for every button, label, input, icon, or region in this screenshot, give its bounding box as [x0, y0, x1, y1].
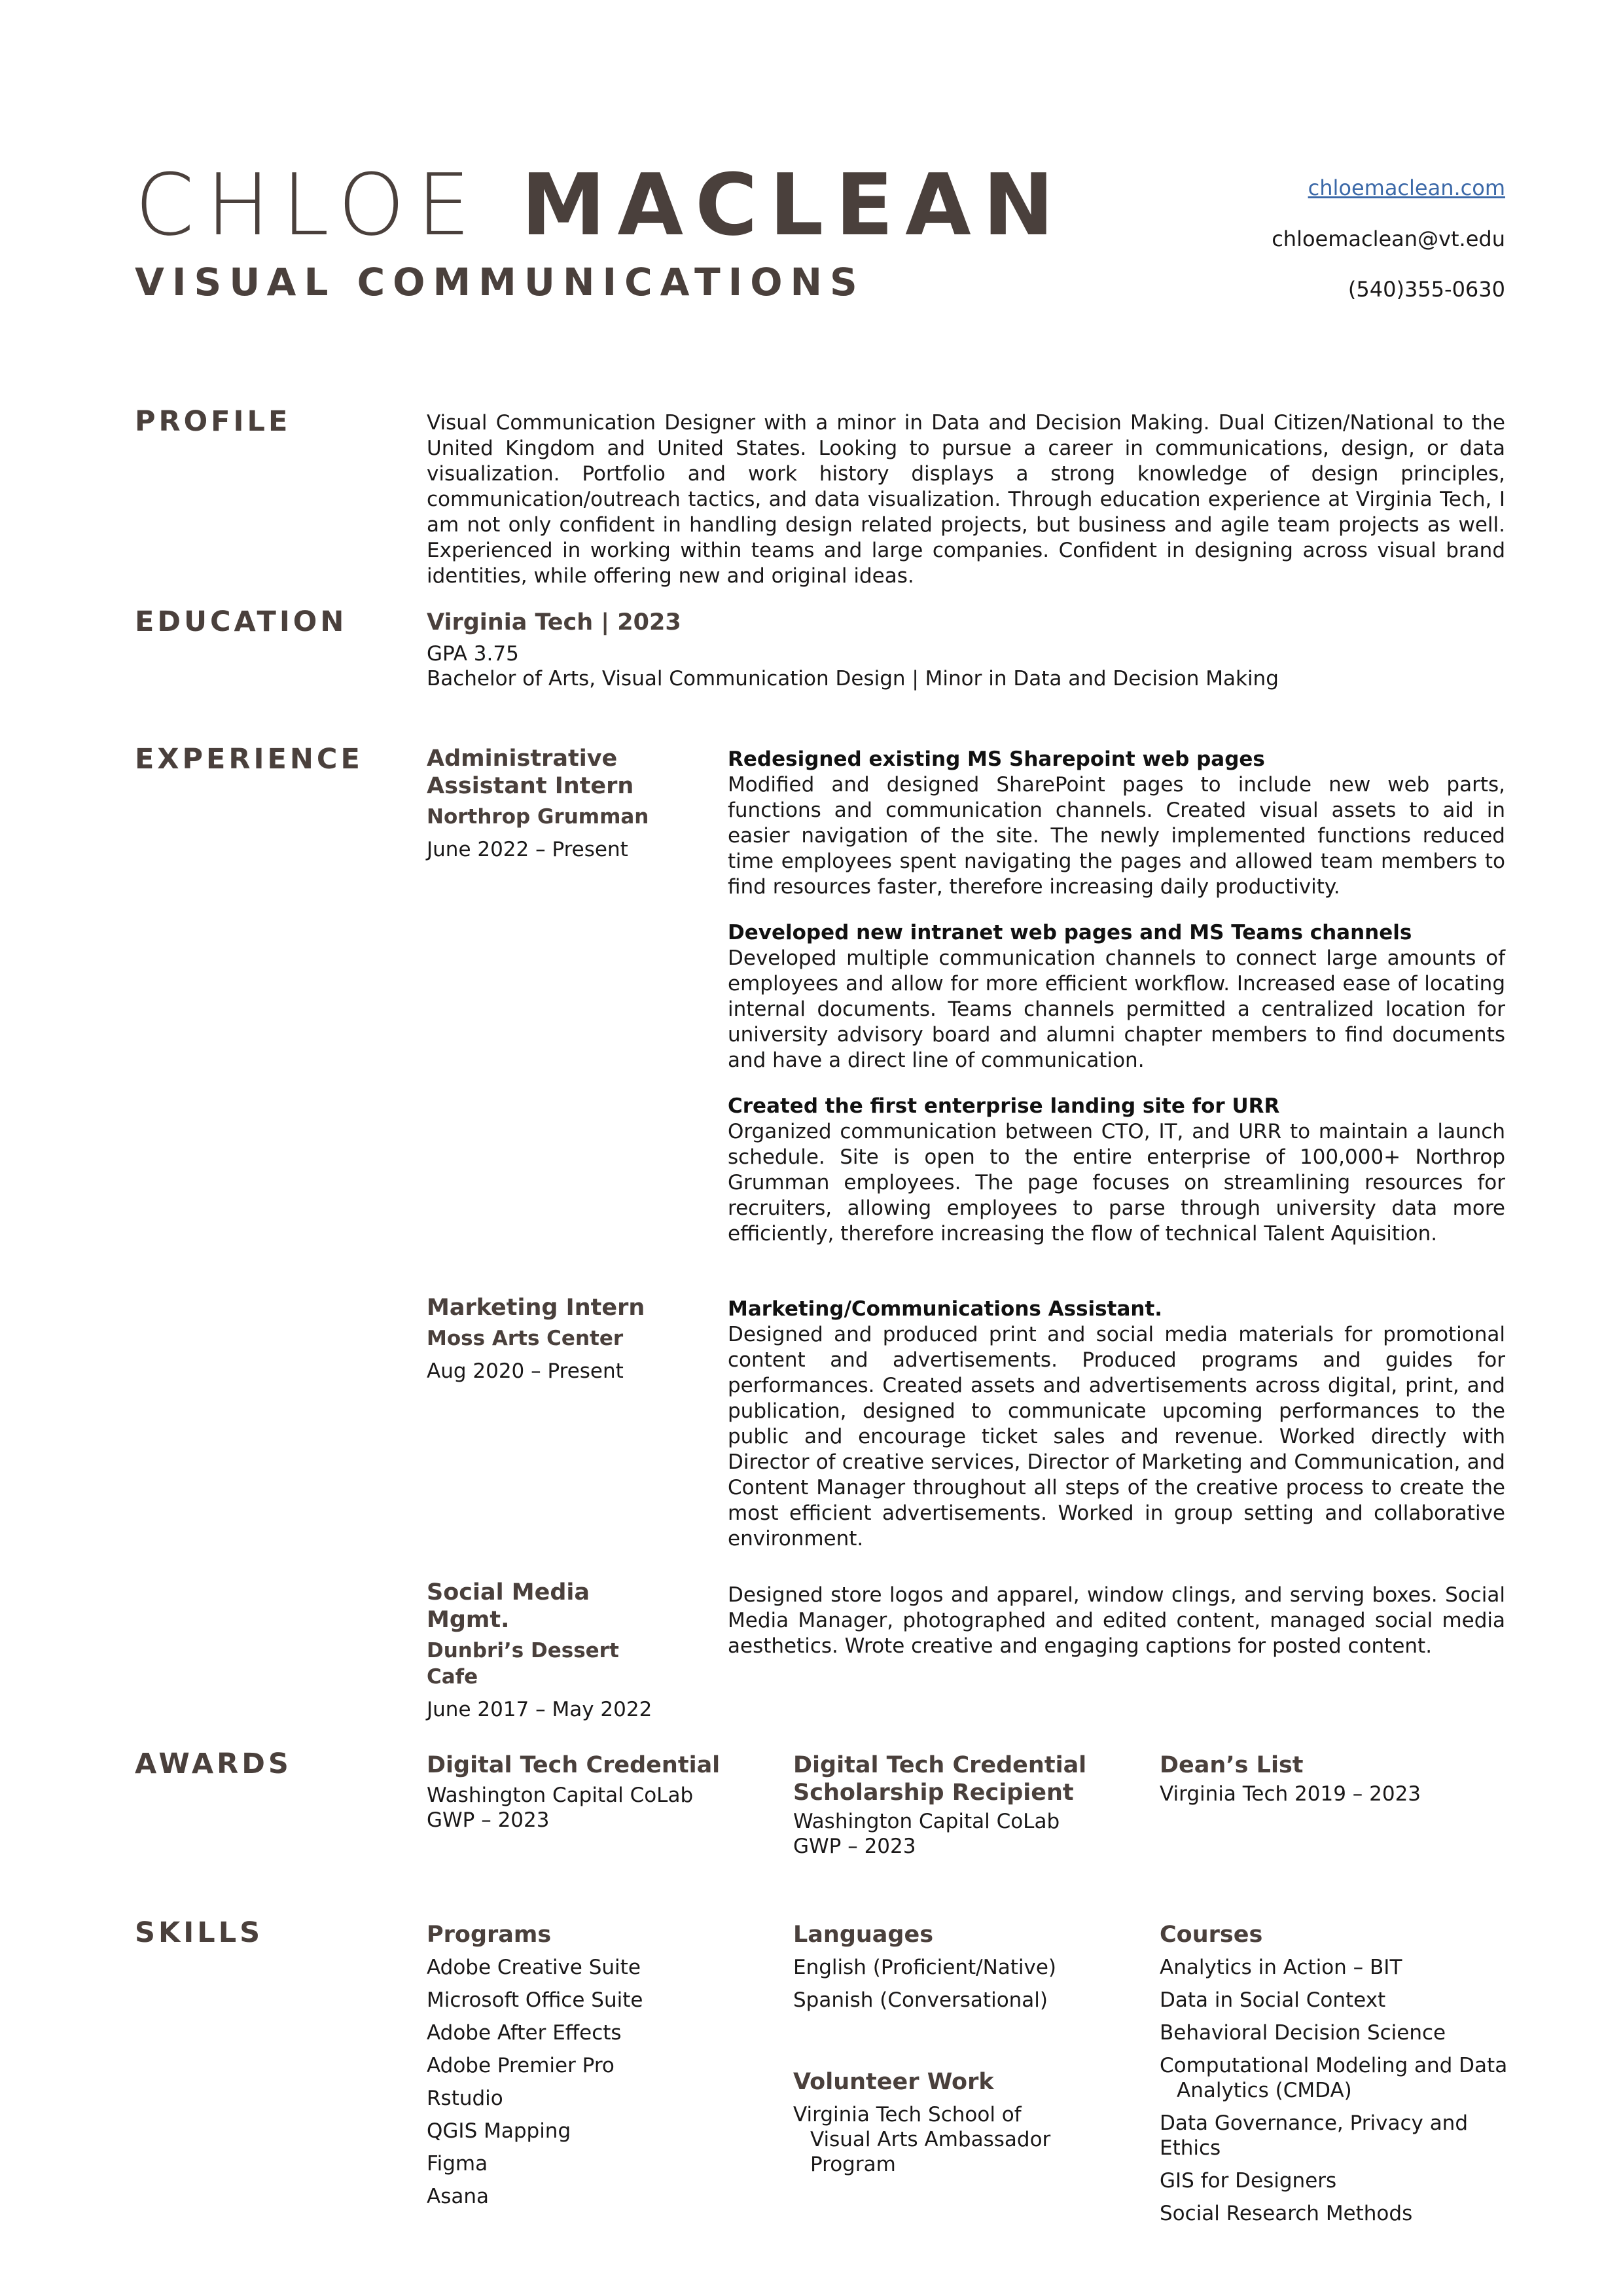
job-moss-meta: [427, 1294, 675, 1384]
award-item: [427, 1751, 767, 1833]
job-role: Marketing Intern: [427, 1295, 645, 1321]
tagline: VISUAL COMMUNICATIONS: [135, 260, 865, 304]
job-northrop-details: [728, 746, 1505, 1247]
job-northrop-meta: [427, 745, 675, 863]
job-dunbri-details: [728, 1583, 1505, 1659]
award-detail: GWP – 2023: [427, 1808, 550, 1832]
volunteer-text: Virginia Tech School of Visual Arts Ambassador Program: [793, 2103, 1051, 2176]
job-item-head: Developed new intranet web pages and MS Teams channels: [728, 921, 1412, 944]
courses-title: Courses: [1160, 1922, 1263, 1948]
profile-title: PROFILE: [135, 405, 291, 438]
job-role: Social Media Mgmt.: [427, 1579, 590, 1633]
program-item: Microsoft Office Suite: [427, 1988, 643, 2012]
course-item: Computational Modeling and Data Analytics (CMDA): [1160, 2054, 1508, 2102]
course-item: Behavioral Decision Science: [1160, 2021, 1446, 2045]
job-moss-details: [728, 1296, 1505, 1552]
skills-volunteer: [793, 2068, 1055, 2177]
languages-title: Languages: [793, 1922, 934, 1948]
website-link[interactable]: chloemaclean.com: [1308, 175, 1505, 200]
programs-title: Programs: [427, 1922, 552, 1948]
award-org: Washington Capital CoLab: [427, 1784, 694, 1807]
job-item-head: Created the first enterprise landing site for URR: [728, 1094, 1280, 1118]
job-dates: June 2022 – Present: [427, 838, 628, 861]
email: chloemaclean@vt.edu: [1272, 226, 1505, 251]
course-item: Data Governance, Privacy and Ethics: [1160, 2111, 1469, 2160]
job-item-head: Redesigned existing MS Sharepoint web pages: [728, 747, 1265, 771]
job-org: Northrop Grumman: [427, 805, 649, 829]
award-name: Digital Tech Credential Scholarship Recipient: [793, 1752, 1087, 1806]
job-item-text: Designed and produced print and social media materials for promotional content and advertisements. Produced programs and guides for performances. Created assets and advertisements across digital, print, and publication, designed to communicate upcoming performances to the public and encourage ticket sales and revenue. Worked directly with Director of creative services, Director of Marketing and Communication, and Content Manager throughout all steps of the creative process to create the most efficient advertisements. Worked in group setting and collaborative environment.: [728, 1323, 1505, 1551]
program-item: Rstudio: [427, 2087, 503, 2110]
job-dunbri-meta: [427, 1579, 675, 1723]
skills-programs: [427, 1921, 767, 2217]
award-org: Virginia Tech 2019 – 2023: [1160, 1782, 1421, 1806]
course-item: Analytics in Action – BIT: [1160, 1956, 1402, 1979]
last-name: MACLEAN: [521, 155, 1066, 255]
first-name: CHLOE: [135, 155, 482, 255]
course-item: Data in Social Context: [1160, 1988, 1386, 2012]
skills-title: SKILLS: [135, 1916, 264, 1949]
awards-title: AWARDS: [135, 1748, 292, 1780]
language-item: Spanish (Conversational): [793, 1988, 1048, 2012]
education-gpa: GPA 3.75: [427, 642, 519, 666]
award-item: [793, 1751, 1107, 1859]
program-item: Adobe After Effects: [427, 2021, 622, 2045]
program-item: QGIS Mapping: [427, 2119, 571, 2143]
job-role: Administrative Assistant Intern: [427, 745, 634, 799]
award-item: [1160, 1751, 1500, 1806]
job-item-text: Developed multiple communication channels to connect large amounts of employees and allow for more efficient workflow. Increased ease of locating internal documents. Teams channels permitted a centralized location for university advisory board and alumni chapter members to find documents and have a direct line of communication.: [728, 946, 1505, 1072]
job-dates: Aug 2020 – Present: [427, 1359, 624, 1383]
skills-courses: [1160, 1921, 1513, 2234]
job-item-head: Marketing/Communications Assistant.: [728, 1297, 1163, 1321]
course-item: GIS for Designers: [1160, 2169, 1337, 2193]
education-block: [427, 609, 1505, 691]
experience-title: EXPERIENCE: [135, 743, 363, 776]
profile-text: Visual Communication Designer with a minor in Data and Decision Making. Dual Citizen/National to the United Kingdom and United States. Looking to pursue a career in communications, design, or data visualization. Portfolio and work history displays a strong knowledge of design principles, communication/outreach tactics, and data visualization. Through education experience at Virginia Tech, I am not only confident in handling design related projects, but business and agile team projects as well. Experienced in working within teams and large companies. Confident in designing across visual brand identities, while offering new and original ideas.: [427, 411, 1505, 588]
language-item: English (Proficient/Native): [793, 1956, 1057, 1979]
education-school: Virginia Tech | 2023: [427, 609, 681, 636]
award-detail: GWP – 2023: [793, 1835, 916, 1858]
program-item: Adobe Creative Suite: [427, 1956, 641, 1979]
program-item: Adobe Premier Pro: [427, 2054, 615, 2077]
award-org: Washington Capital CoLab: [793, 1810, 1060, 1833]
education-degree: Bachelor of Arts, Visual Communication Design | Minor in Data and Decision Making: [427, 667, 1279, 691]
volunteer-title: Volunteer Work: [793, 2069, 994, 2095]
education-title: EDUCATION: [135, 605, 348, 638]
job-item-text: Organized communication between CTO, IT, and URR to maintain a launch schedule. Site is open to the entire enterprise of 100,000+ Northrop Grumman employees. The page focuses on streamlining resources for recruiters, allowing employees to parse through university data more efficiently, therefore increasing the flow of technical Talent Aquisition.: [728, 1120, 1505, 1246]
program-item: Asana: [427, 2185, 489, 2208]
job-item-text: Modified and designed SharePoint pages to include new web parts, functions and communication channels. Created visual assets to aid in easier navigation of the site. The newly implemented functions reduced time employees spent navigating the pages and allowed team members to find resources faster, therefore increasing daily productivity.: [728, 773, 1505, 899]
award-name: Dean’s List: [1160, 1752, 1304, 1778]
job-dates: June 2017 – May 2022: [427, 1698, 652, 1721]
job-org: Moss Arts Center: [427, 1327, 624, 1350]
job-item-text: Designed store logos and apparel, window clings, and serving boxes. Social Media Manager, photographed and edited content, managed social media aesthetics. Wrote creative and engaging captions for posted content.: [728, 1583, 1505, 1658]
phone: (540)355-0630: [1347, 277, 1505, 302]
job-org: Dunbri’s Dessert Cafe: [427, 1639, 619, 1689]
skills-languages: [793, 1921, 1107, 2020]
award-name: Digital Tech Credential: [427, 1752, 721, 1778]
course-item: Social Research Methods: [1160, 2202, 1413, 2225]
resume-name: [135, 155, 1066, 255]
program-item: Figma: [427, 2152, 488, 2176]
